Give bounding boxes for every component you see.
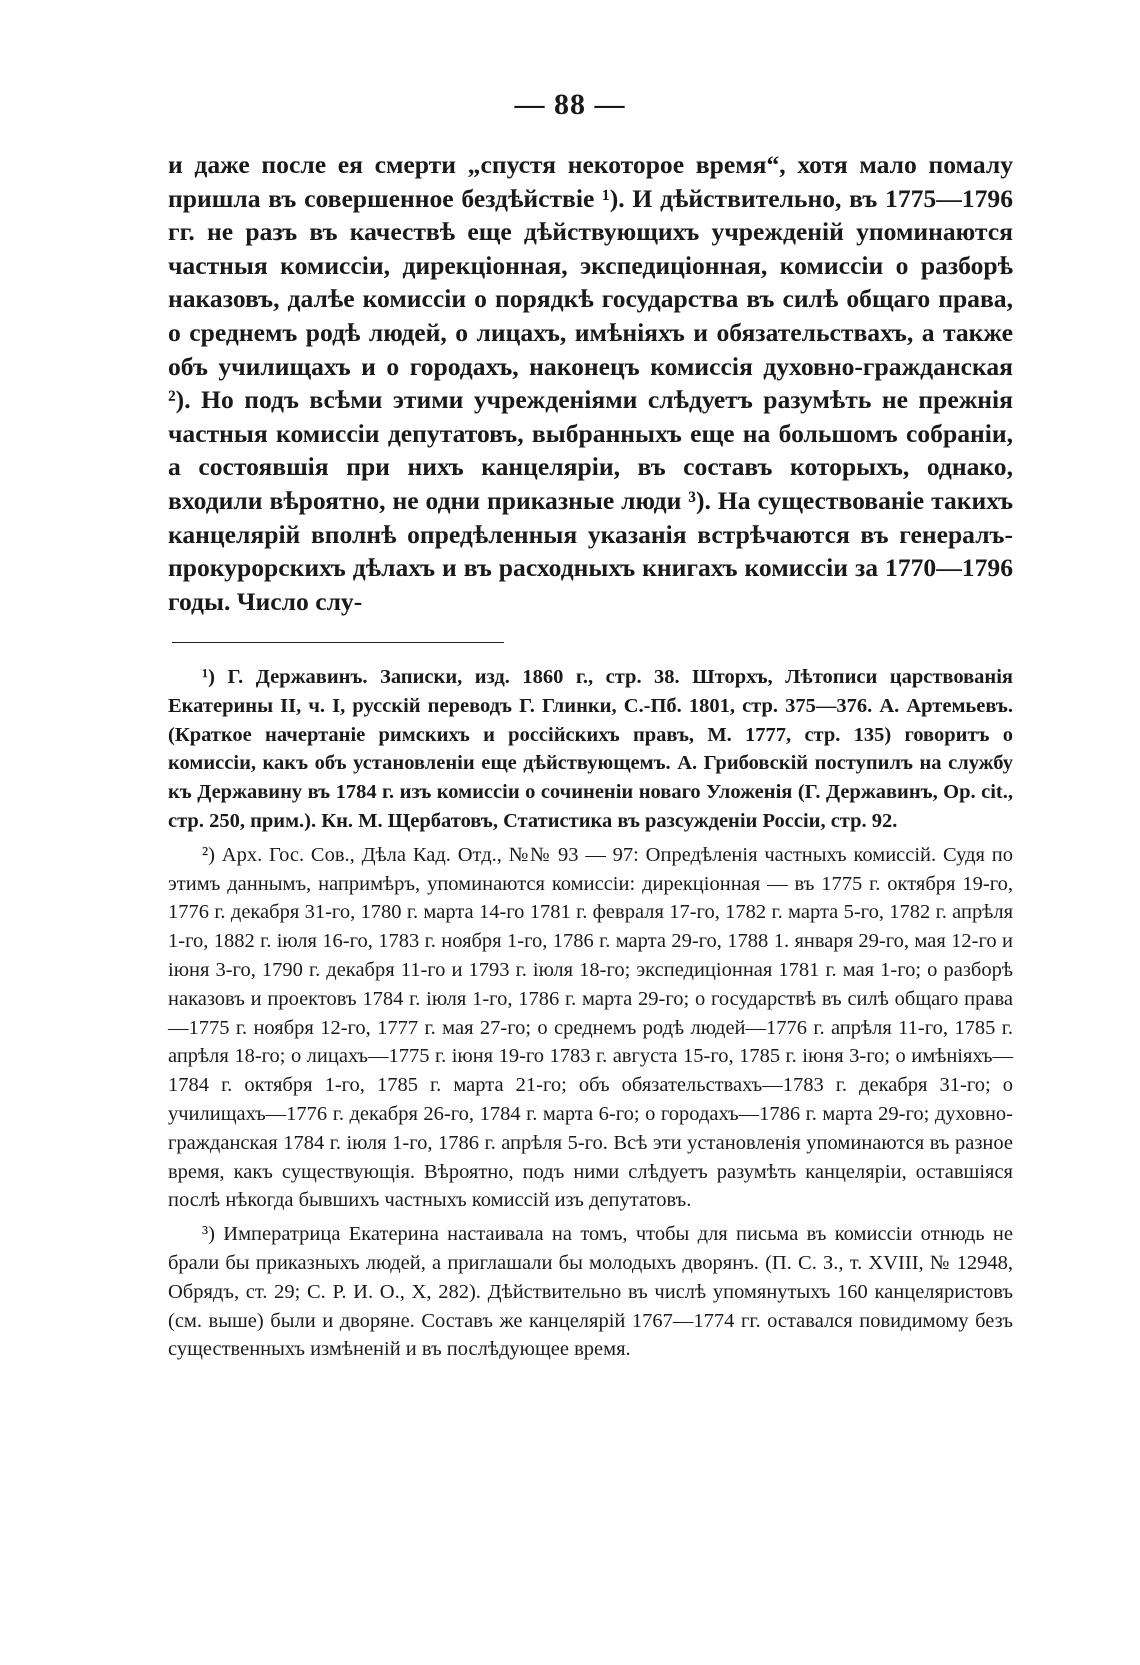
page-number: — 88 —	[514, 88, 626, 121]
footnote-1: ¹) Г. Державинъ. Записки, изд. 1860 г., стр. 38. Шторхъ, Лѣтописи царствованія Екатерины II, ч. I, русскій переводъ Г. Глинки, С.-Пб. 1801, стр. 375—376. А. Артемьевъ. (Краткое начертаніе римскихъ и россійскихъ правъ, М. 1777, стр. 135) говоритъ о комиссіи, какъ объ установленіи еще дѣйствующемъ. А. Грибовскій поступилъ на службу къ Державину въ 1784 г. изъ комиссіи о сочиненіи новаго Уложенія (Г. Державинъ, Ор. cit., стр. 250, прим.). Кн. М. Щербатовъ, Статистика въ разсужденіи Россіи, стр. 92.	[168, 666, 1013, 832]
footnote-3: ³) Императрица Екатерина настаивала на томъ, чтобы для письма въ комиссіи отнюдь не брали бы приказныхъ людей, а приглашали бы молодыхъ дворянъ. (П. С. З., т. XVIII, № 12948, Обрядъ, ст. 29; С. Р. И. О., X, 282). Дѣйствительно въ числѣ упомянутыхъ 160 канцеляристовъ (см. выше) были и дворяне. Составъ же канцелярій 1767—1774 гг. оставался повидимому безъ существенныхъ измѣненій и въ послѣдующее время.	[168, 1223, 1013, 1361]
footnote-2: ²) Арх. Гос. Сов., Дѣла Кад. Отд., №№ 93 — 97: Опредѣленія частныхъ комиссій. Судя по этимъ даннымъ, напримѣръ, упоминаются комиссіи: дирекціонная — въ 1775 г. октября 19-го, 1776 г. декабря 31-го, 1780 г. марта 14-го 1781 г. февраля 17-го, 1782 г. марта 5-го, 1782 г. апрѣля 1-го, 1882 г. іюля 16-го, 1783 г. ноября 1-го, 1786 г. марта 29-го, 1788 1. января 29-го, мая 12-го и іюня 3-го, 1790 г. декабря 11-го и 1793 г. іюля 18-го; экспедиціонная 1781 г. мая 1-го; о разборѣ наказовъ и проектовъ 1784 г. іюля 1-го, 1786 г. марта 29-го; о государствѣ въ силѣ общаго права—1775 г. ноября 12-го, 1777 г. мая 27-го; о среднемъ родѣ людей—1776 г. апрѣля 11-го, 1785 г. апрѣля 18-го; о лицахъ—1775 г. іюня 19-го 1783 г. августа 15-го, 1785 г. іюня 3-го; о имѣніяхъ—1784 г. октября 1-го, 1785 г. марта 21-го; объ обязательствахъ—1783 г. декабря 31-го; о училищахъ—1776 г. декабря 26-го, 1784 г. марта 6-го; о городахъ—1786 г. марта 29-го; духовно-гражданская 1784 г. іюля 1-го, 1786 г. апрѣля 5-го. Всѣ эти установленія упоминаются въ разное время, какъ существующія. Вѣроятно, подъ ними слѣдуетъ разумѣть канцеляріи, оставшіяся послѣ нѣкогда бывшихъ частныхъ комиссій изъ депутатовъ.	[168, 843, 1013, 1212]
main-text: и даже после ея смерти „спустя некоторое время“, хотя мало помалу пришла въ совершенное бездѣйствіе ¹). И дѣйствительно, въ 1775—1796 гг. не разъ въ качествѣ еще дѣйствующихъ учрежденій упоминаются частныя комиссіи, дирекціонная, экспедиціонная, комиссіи о разборѣ наказовъ, далѣе комиссіи о порядкѣ государства въ силѣ общаго права, о среднемъ родѣ людей, о лицахъ, имѣніяхъ и обязательствахъ, а также объ училищахъ и о городахъ, наконецъ комиссія духовно-гражданская ²). Но подъ всѣми этими учрежденіями слѣдуетъ разумѣть не прежнія частныя комиссіи депутатовъ, выбранныхъ еще на большомъ собраніи, а состоявшія при нихъ канцеляріи, въ составъ которыхъ, однако, входили вѣроятно, не одни приказные люди ³). На существованіе такихъ канцелярій вполнѣ опредѣленныя указанія встрѣчаются въ генералъ-прокурорскихъ дѣлахъ и въ расходныхъ книгахъ комиссіи за 1770—1796 годы. Число слу-	[168, 150, 1013, 616]
footnotes	[168, 663, 1013, 1369]
footnote-divider	[172, 642, 504, 643]
